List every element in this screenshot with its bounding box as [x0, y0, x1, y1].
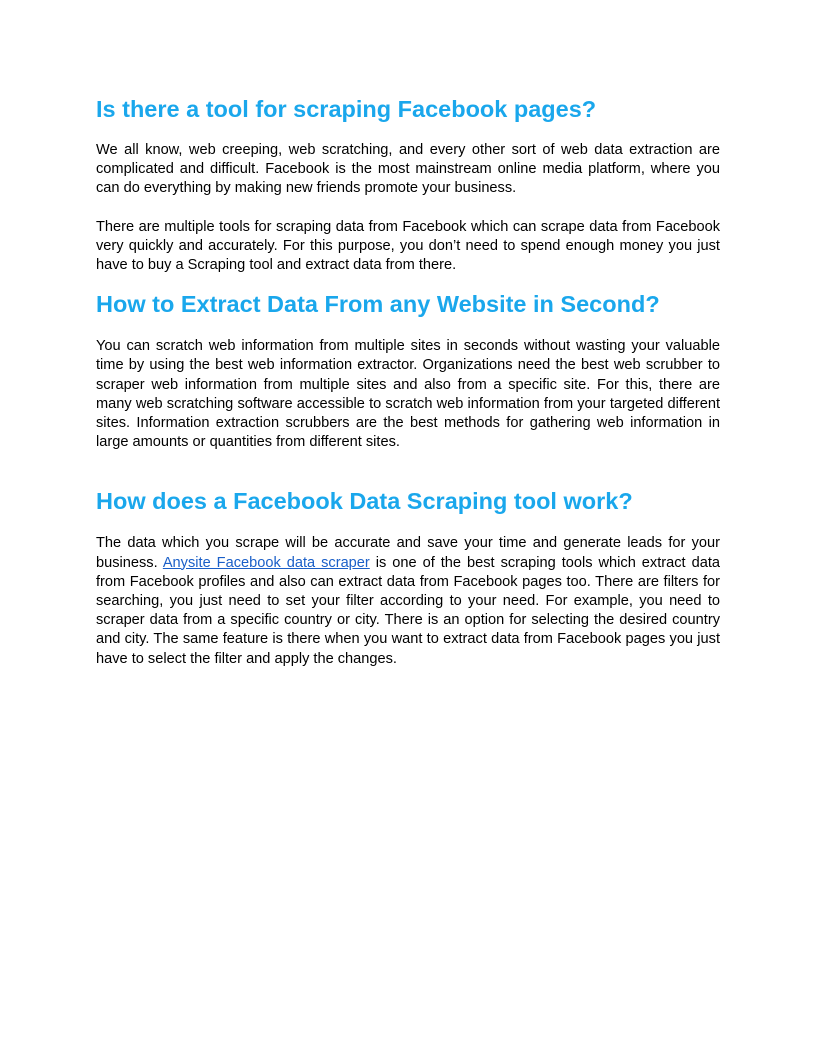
paragraph-text-after-link: is one of the best scraping tools which extract data from Facebook profiles and also can extract data from Facebook pages too. There are filters for searching, you just need to set your filter according to your need. For example, you need to scraper data from a specific country or city. There is an option for selecting the desired country and city. The same feature is there when you want to extract data from Facebook pages you just have to select the filter and apply the changes.: [96, 554, 720, 667]
paragraph-web-extraction-intro: We all know, web creeping, web scratching, and every other sort of web data extraction are complicated and difficult. Facebook is the most mainstream online media platform, where you can do everything by making new friends promote your business.: [96, 142, 720, 197]
section-heading-extract-data: How to Extract Data From any Website in Second?: [96, 291, 660, 318]
section-heading-facebook-tool: Is there a tool for scraping Facebook pages?: [96, 96, 597, 122]
section-heading-how-it-works: How does a Facebook Data Scraping tool work?: [96, 488, 633, 515]
paragraph-facebook-tools: There are multiple tools for scraping data from Facebook which can scrape data from Facebook very quickly and accurately. For this purpose, you don’t need to spend enough money you just have to buy a Scraping tool and extract data from there.: [96, 218, 720, 274]
document-page: [96, 94, 720, 669]
anysite-scraper-link[interactable]: Anysite Facebook data scraper: [162, 554, 370, 571]
paragraph-text-before-link: The data which you scrape will be accurate and save your time and generate leads for your business.: [96, 535, 720, 571]
paragraph-scraper-description: [96, 534, 720, 668]
paragraph-web-scraping: You can scratch web information from multiple sites in seconds without wasting your valuable time by using the best web information extractor. Organizations need the best web scrubber to scraper web information from multiple sites and also from a specific site. For this, there are many web scratching software accessible to scratch web information from your targeted different sites. Information extraction scrubbers are the best methods for gathering web information in large amounts or quantities from different sites.: [96, 338, 720, 451]
